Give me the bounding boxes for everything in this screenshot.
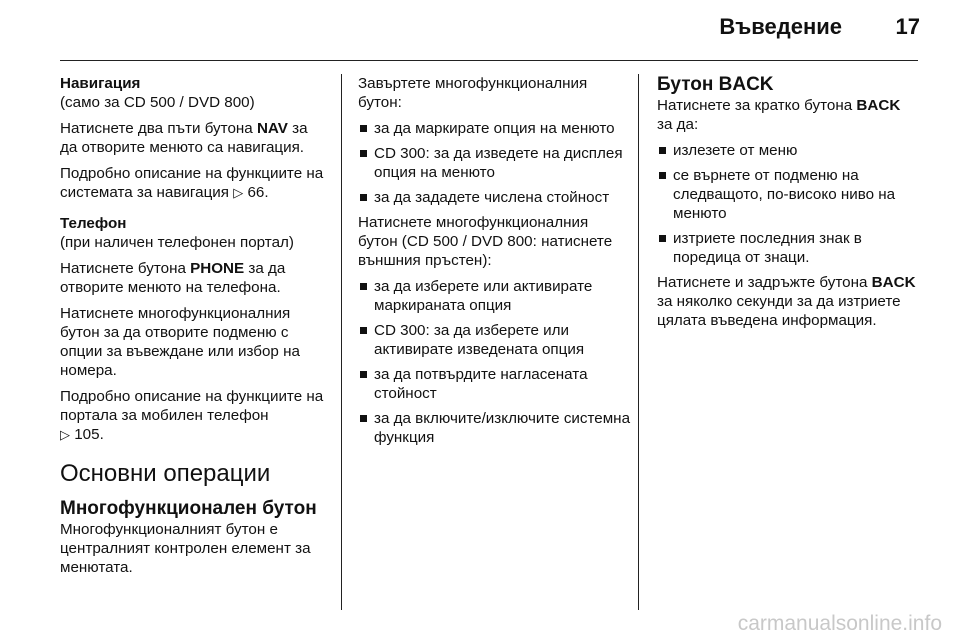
column-2 bbox=[358, 74, 630, 453]
page-ref-arrow-icon: ▷ bbox=[60, 427, 70, 442]
press-list bbox=[358, 277, 630, 447]
list-item: за да изберете или активирате маркираната опция bbox=[358, 277, 630, 315]
header-rule bbox=[60, 60, 918, 61]
list-item: за да маркирате опция на менюто bbox=[358, 119, 630, 138]
back-key: BACK bbox=[871, 274, 916, 291]
phone-paragraph-2: Натиснете многофункционалния бутон за да отворите подменю с опции за въвеждане или избор на номера. bbox=[60, 305, 300, 379]
list-item: се върнете от подменю на следващото, по-високо ниво на менюто bbox=[657, 166, 919, 223]
list-item: за да включите/изключите системна функция bbox=[358, 409, 630, 447]
phone-paragraph-1: Натиснете бутона PHONE за да отворите менюто на телефона. bbox=[60, 260, 286, 296]
phone-note: (при наличен телефонен портал) bbox=[60, 234, 294, 251]
column-1 bbox=[60, 74, 328, 584]
list-item: CD 300: за да изведете на дисплея опция на менюто bbox=[358, 144, 630, 182]
phone-key: PHONE bbox=[190, 260, 245, 277]
phone-heading: Телефон bbox=[60, 215, 127, 232]
page-number: 17 bbox=[895, 14, 920, 39]
column-3 bbox=[657, 74, 919, 337]
list-item: CD 300: за да изберете или активирате изведената опция bbox=[358, 321, 630, 359]
navigation-paragraph-1: Натиснете два пъти бутона NAV за да отворите менюто са навигация. bbox=[60, 120, 308, 156]
page-ref-arrow-icon: ▷ bbox=[233, 185, 244, 200]
column-divider-1 bbox=[341, 74, 342, 610]
back-key: BACK bbox=[856, 97, 901, 114]
rotate-intro: Завъртете многофункционалния бутон: bbox=[358, 75, 588, 111]
navigation-paragraph-2: Подробно описание на функциите на системата за навигация ▷ 66. bbox=[60, 165, 324, 201]
multifunction-heading: Многофункционален бутон bbox=[60, 498, 317, 519]
watermark: carmanualsonline.info bbox=[737, 612, 942, 635]
multifunction-paragraph: Многофункционалният бутон е централният контролен елемент за менютата. bbox=[60, 521, 311, 576]
list-item: изтриете последния знак в поредица от знаци. bbox=[657, 229, 919, 267]
page-header-title: Въведение bbox=[719, 14, 842, 39]
phone-paragraph-3: Подробно описание на функциите на портала за мобилен телефон ▷ 105. bbox=[60, 388, 324, 443]
column-divider-2 bbox=[638, 74, 639, 610]
list-item: за да потвърдите нагласената стойност bbox=[358, 365, 630, 403]
back-paragraph-2: Натиснете и задръжте бутона BACK за няколко секунди за да изтриете цялата въведена информация. bbox=[657, 274, 916, 329]
navigation-heading: Навигация bbox=[60, 75, 141, 92]
nav-key: NAV bbox=[256, 120, 288, 137]
rotate-list bbox=[358, 119, 630, 207]
back-list bbox=[657, 141, 919, 267]
navigation-note: (само за CD 500 / DVD 800) bbox=[60, 94, 255, 111]
list-item: за да зададете числена стойност bbox=[358, 188, 630, 207]
back-button-heading: Бутон BACK bbox=[657, 74, 774, 95]
press-intro: Натиснете многофункционалния бутон (CD 500 / DVD 800: натиснете външния пръстен): bbox=[358, 214, 613, 269]
back-paragraph-1: Натиснете за кратко бутона BACK за да: bbox=[657, 97, 901, 133]
list-item: излезете от меню bbox=[657, 141, 919, 160]
section-title: Основни операции bbox=[60, 460, 271, 487]
